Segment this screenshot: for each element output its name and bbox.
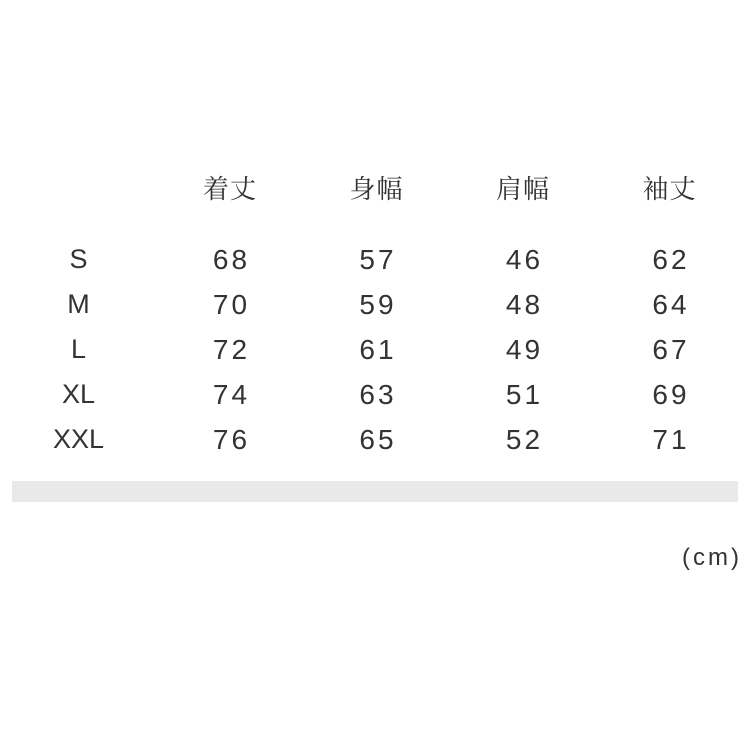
size-label: M — [67, 289, 90, 319]
table-row — [0, 282, 743, 327]
divider-bar — [12, 481, 738, 502]
table-header-row — [0, 165, 743, 209]
measurement-value: 49 — [505, 333, 544, 365]
table-row — [0, 417, 743, 462]
table-row — [0, 372, 743, 417]
size-label: L — [70, 334, 87, 364]
column-header-shoulder-width: 肩幅 — [495, 173, 550, 204]
measurement-value: 46 — [505, 243, 544, 275]
table-row — [0, 237, 743, 282]
measurement-value: 68 — [212, 243, 251, 275]
measurement-value: 57 — [359, 243, 397, 275]
size-table — [0, 165, 743, 462]
measurement-value: 70 — [212, 288, 251, 320]
table-row — [0, 327, 743, 372]
measurement-value: 71 — [652, 423, 690, 455]
size-label: S — [69, 244, 88, 274]
measurement-value: 48 — [505, 288, 544, 320]
measurement-value: 67 — [652, 333, 690, 365]
size-label: XXL — [52, 424, 105, 454]
measurement-value: 61 — [359, 333, 397, 365]
measurement-value: 62 — [652, 243, 690, 275]
measurement-value: 51 — [505, 378, 544, 410]
measurement-value: 52 — [505, 423, 544, 455]
measurement-value: 64 — [652, 288, 690, 320]
column-header-sleeve-length: 袖丈 — [642, 173, 697, 204]
measurement-value: 72 — [212, 333, 251, 365]
measurement-value: 69 — [652, 378, 690, 410]
column-header-length: 着丈 — [202, 173, 257, 204]
measurement-value: 59 — [359, 288, 397, 320]
measurement-value: 76 — [212, 423, 251, 455]
measurement-value: 65 — [359, 423, 397, 455]
size-label: XL — [61, 379, 96, 409]
unit-label: (cm) — [682, 544, 742, 571]
column-header-body-width: 身幅 — [349, 173, 404, 204]
measurement-value: 74 — [212, 378, 251, 410]
measurement-value: 63 — [359, 378, 397, 410]
